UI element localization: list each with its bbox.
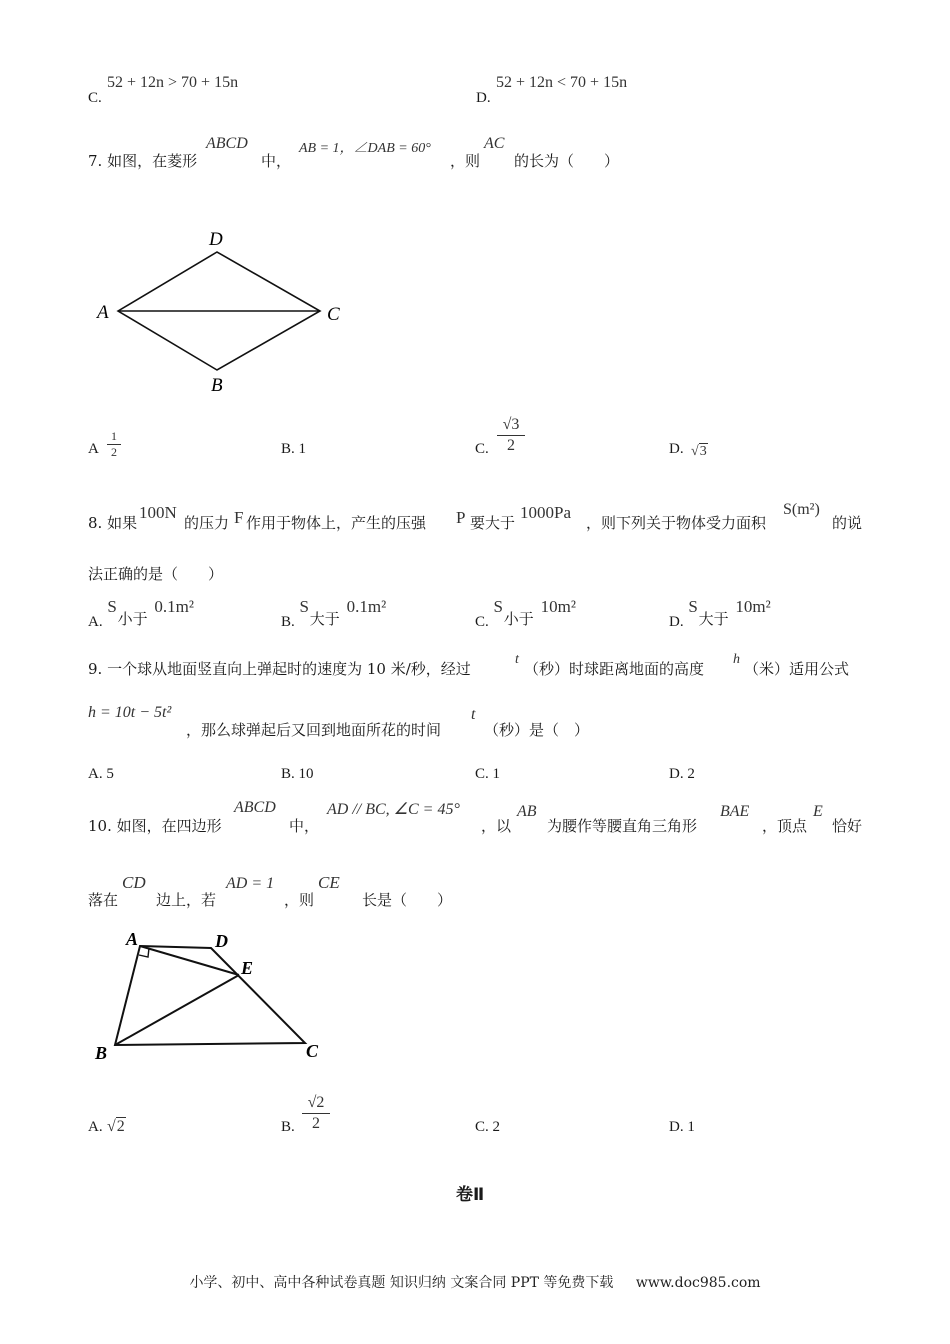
q10-tri: BAE [720,803,750,820]
q7-option-b: B. 1 [281,441,307,457]
option-relation: 小于 [117,610,148,628]
segment-be [115,975,239,1045]
option-label: A. [88,614,103,630]
q10-line2-suffix: 长是（ ） [362,891,453,909]
q9-mid3: ，那么球弹起后又回到地面所花的时间 [186,721,442,739]
option-label: D. [669,614,684,630]
option-relation: 大于 [698,610,729,628]
q10-line2-mid: 边上，若 [156,891,217,909]
option-s-symbol: S [688,597,698,616]
q8-option-c [475,596,576,630]
q10-ab: AB [517,803,537,820]
q7-option-c-label: C. [475,441,489,457]
q10-ad: AD = 1 [226,875,275,892]
q10-mid3: 为腰作等腰直角三角形 [547,817,698,835]
q9-option-b: B. 10 [281,766,314,782]
q8-p-symbol: P [456,508,466,527]
q10-mid4: ，顶点 [762,817,808,835]
q8-area: S(m²) [783,501,820,518]
fraction-numerator: √2 [307,1094,325,1111]
q6-option-c-expr: 52 + 12n > 70 + 15n [107,74,239,91]
q9-suffix: （秒）是（ ） [484,721,590,739]
option-s-symbol: S [107,597,117,616]
option-value: 0.1m² [154,597,194,616]
vertex-label-a: A [97,302,109,323]
q10-option-b-fraction [302,1094,330,1133]
q10-line2-prefix: 落在 [88,891,119,909]
q9-option-c: C. 1 [475,766,501,782]
footer-url[interactable]: www.doc985.com [635,1275,761,1291]
q8-option-a [88,596,194,630]
q6-option-c-label: C. [88,90,102,106]
q9-h-symbol: h [733,652,740,667]
radicand: 3 [699,444,707,459]
q7-mid: 中， [261,152,292,170]
q8-mid1: 的压力 [184,514,230,532]
q10-mid1: 中， [289,817,320,835]
q10-quadrilateral-figure [90,926,330,1066]
q9-mid1: （秒）时球距离地面的高度 [524,660,705,678]
option-value: 10m² [735,597,771,616]
vertex-label-a: A [126,929,139,949]
q7-rhombus-figure [90,222,360,397]
q8-line2: 法正确的是（ ） [88,565,224,583]
q10-mid5: 恰好 [832,817,863,835]
fraction-bar [497,435,525,436]
fraction-numerator: √3 [502,416,520,433]
option-s-symbol: S [299,597,310,616]
q8-force: 100N [139,503,177,522]
q7-option-a-fraction [107,430,121,459]
fraction-denominator: 2 [507,437,515,454]
q10-line2-then: ，则 [284,891,315,909]
option-s-symbol: S [493,597,504,616]
right-angle-marker [139,948,149,957]
q8-option-b [281,596,387,630]
q7-option-a-label: A [88,441,99,457]
q10-condition: AD // BC, ∠C = 45° [327,801,460,818]
q8-mid5: 的说 [832,514,863,532]
q9-option-a: A. 5 [88,766,114,782]
q9-prefix: 9. 一个球从地面竖直向上弹起时的速度为 10 米/秒，经过 [88,660,471,678]
vertex-label-d: D [209,229,223,250]
q10-prefix: 10. 如图，在四边形 [88,817,222,835]
q8-mid3: 要大于 [470,514,516,532]
radicand: 2 [116,1118,125,1135]
q6-option-d-label: D. [476,90,491,106]
q9-option-d: D. 2 [669,766,695,782]
q10-shape: ABCD [234,799,276,816]
q8-mid4: ，则下列关于物体受力面积 [586,514,767,532]
fraction-numerator: 1 [111,429,117,443]
q6-option-d-expr: 52 + 12n < 70 + 15n [496,74,628,91]
vertex-label-b: B [211,375,223,396]
fraction-bar [302,1113,330,1114]
q10-option-d: D. 1 [669,1119,695,1135]
fraction-denominator: 2 [111,445,117,459]
vertex-label-e: E [241,958,254,978]
q7-then: ，则 [450,152,481,170]
option-label: B. [281,614,295,630]
q9-formula: h = 10t − 5t² [88,704,172,721]
q8-prefix: 8. 如果 [88,514,138,532]
q9-mid2: （米）适用公式 [744,660,850,678]
option-relation: 小于 [503,610,534,628]
q10-mid2: ，以 [481,817,512,835]
q7-option-d-label: D. [669,441,684,457]
vertex-label-c: C [306,1041,319,1061]
q10-option-c: C. 2 [475,1119,501,1135]
q10-ce: CE [318,873,340,892]
q7-option-d-sqrt: √3 [691,444,707,459]
q10-option-a-sqrt: √2 [107,1118,125,1135]
q8-option-d [669,596,771,630]
page-footer [0,1272,950,1292]
q10-option-a-label: A. [88,1119,103,1135]
vertex-label-b: B [95,1043,108,1063]
q7-shape: ABCD [206,135,248,152]
quadrilateral-outline [115,946,305,1045]
q7-suffix: 的长为（ ） [514,152,620,170]
option-label: C. [475,614,489,630]
fraction-denominator: 2 [312,1115,320,1132]
option-value: 10m² [540,597,576,616]
option-relation: 大于 [309,610,340,628]
q8-f-symbol: F [234,508,244,527]
q7-condition: AB = 1，∠DAB = 60° [299,141,431,156]
option-value: 0.1m² [346,597,387,616]
q10-cd: CD [122,873,146,892]
q7-option-c-fraction [497,416,525,455]
q8-mid2: 作用于物体上，产生的压强 [246,514,427,532]
vertex-label-d: D [215,931,228,951]
q7-target: AC [484,135,505,152]
q10-option-b-label: B. [281,1119,295,1135]
q9-t2-symbol: t [471,706,476,723]
footer-text: 小学、初中、高中各种试卷真题 知识归纳 文案合同 PPT 等免费下载 [189,1275,614,1291]
q7-prefix: 7. 如图，在菱形 [88,152,198,170]
q8-pressure: 1000Pa [520,503,571,522]
q10-e: E [813,803,823,820]
vertex-label-c: C [327,304,340,325]
section-title: 卷Ⅱ [456,1185,485,1205]
q9-t-symbol: t [515,652,519,667]
